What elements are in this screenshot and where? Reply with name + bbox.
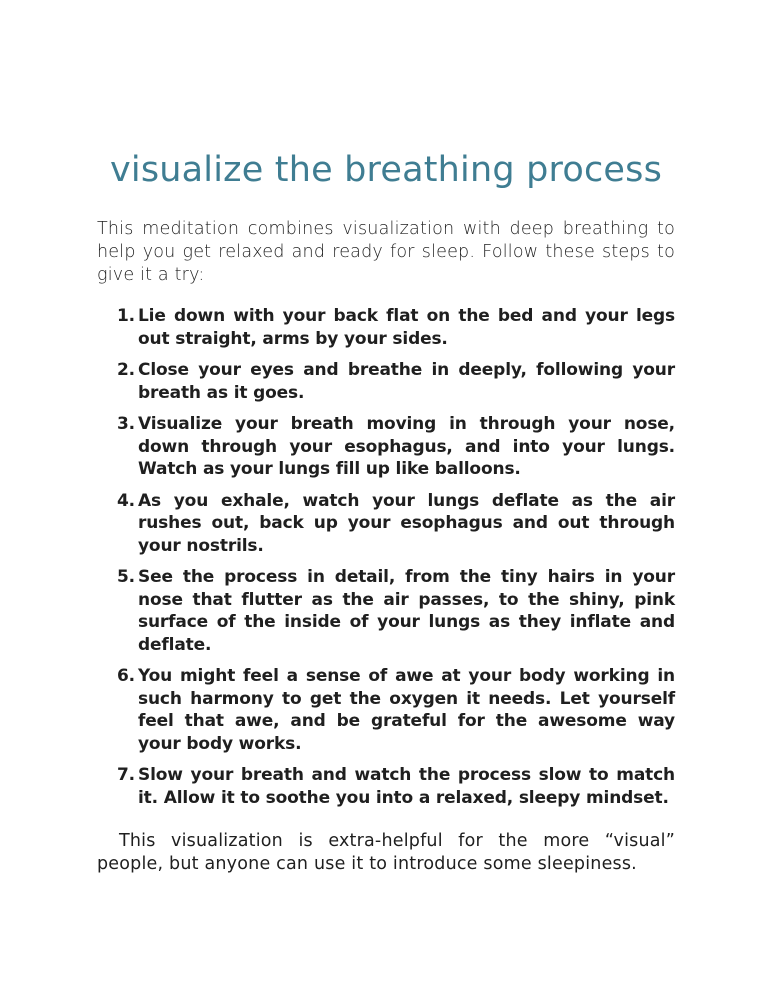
document-page [97, 148, 675, 876]
list-item-text: Lie down with your back flat on the bed and your legs out straight, arms by your sides. [138, 306, 675, 349]
list-item-number: 2. [117, 360, 135, 380]
list-item-number: 6. [117, 666, 135, 686]
list-item-text: You might feel a sense of awe at your body working in such harmony to get the oxygen it needs. Let yourself feel that awe, and be grateful for the awesome way your body works. [138, 666, 675, 754]
list-item [117, 566, 675, 656]
closing-paragraph: This visualization is extra-helpful for the more “visual” people, but anyone can use it to introduce some sleepiness. [97, 831, 675, 874]
list-item [117, 305, 675, 350]
page-title: visualize the breathing process [109, 150, 662, 190]
list-item-text: See the process in detail, from the tiny hairs in your nose that flutter as the air passes, to the shiny, pink surface of the inside of your lungs as they inflate and deflate. [138, 567, 675, 655]
list-item [117, 764, 675, 809]
steps-list [97, 305, 675, 809]
list-item-number: 3. [117, 414, 135, 434]
list-item [117, 665, 675, 755]
list-item [117, 490, 675, 558]
list-item-text: As you exhale, watch your lungs deflate as the air rushes out, back up your esophagus and out through your nostrils. [138, 490, 675, 556]
list-item-number: 1. [117, 306, 135, 326]
list-item-number: 4. [117, 490, 135, 511]
list-item [117, 359, 675, 404]
list-item-number: 5. [117, 567, 135, 587]
list-item-text: Slow your breath and watch the process slow to match it. Allow it to soothe you into a relaxed, sleepy mindset. [138, 765, 675, 808]
list-item [117, 413, 675, 481]
list-item-text: Visualize your breath moving in through your nose, down through your esophagus, and into your lungs. Watch as your lungs fill up like balloons. [138, 414, 675, 479]
intro-paragraph: This meditation combines visualization with deep breathing to help you get relaxed and ready for sleep. Follow these steps to give it a try: [97, 219, 675, 285]
list-item-number: 7. [117, 765, 135, 785]
list-item-text: Close your eyes and breathe in deeply, following your breath as it goes. [138, 360, 675, 403]
